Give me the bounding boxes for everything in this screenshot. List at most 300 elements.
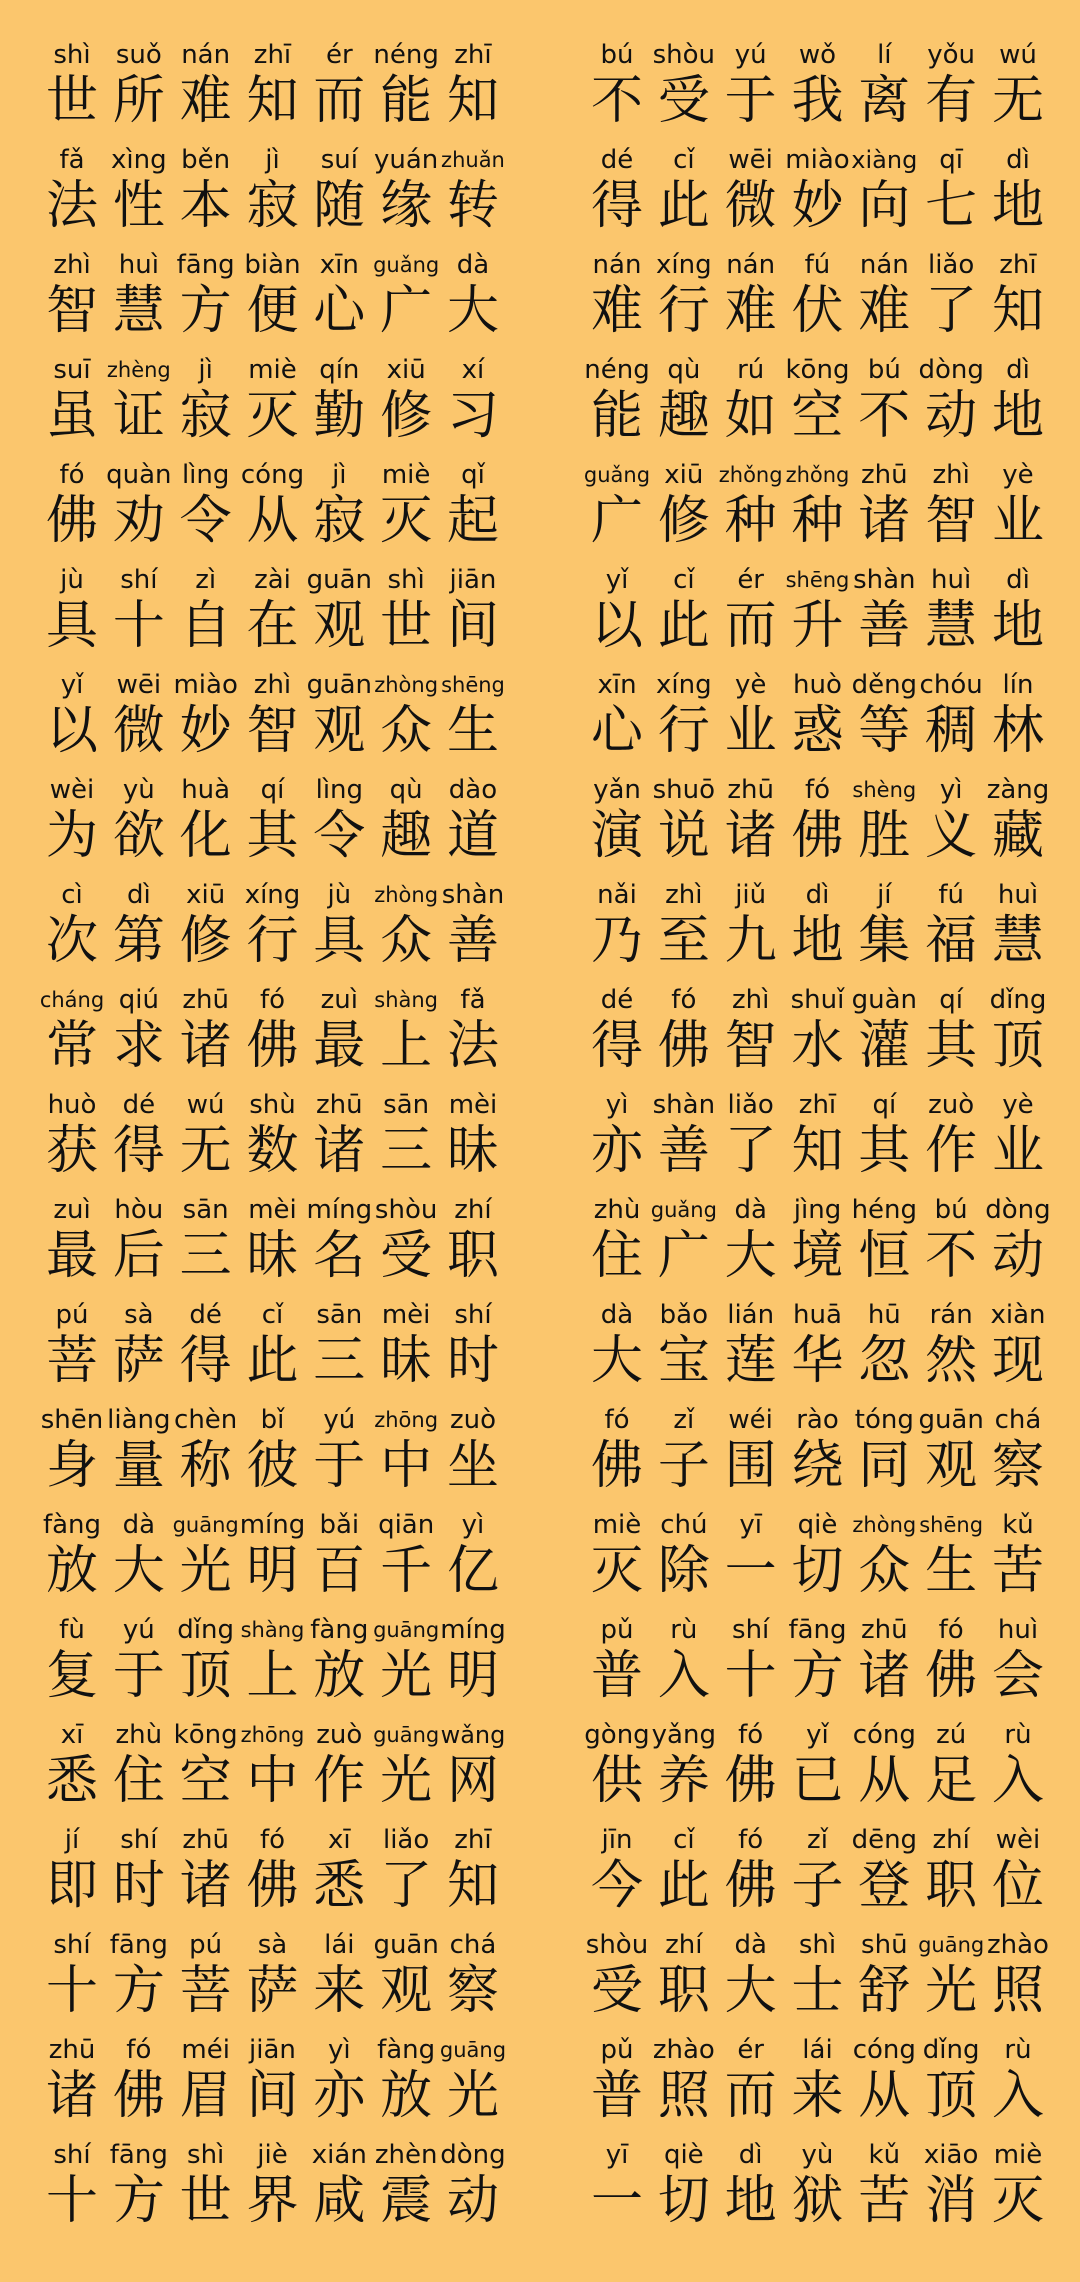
pinyin-label: yè	[1002, 460, 1034, 490]
hanzi-character: 令	[179, 491, 232, 551]
pinyin-label: xīn	[597, 670, 637, 700]
pinyin-label: chóu	[919, 670, 983, 700]
hanzi-character: 不	[590, 71, 643, 131]
hanzi-character: 方	[791, 1646, 844, 1706]
hanzi-character: 本	[179, 176, 232, 236]
pinyin-label: zhí	[454, 1195, 492, 1225]
character-cell	[107, 985, 171, 1090]
hanzi-character: 明	[246, 1541, 299, 1601]
hanzi-character: 切	[791, 1541, 844, 1601]
character-cell	[585, 250, 649, 355]
character-cell	[719, 2140, 783, 2245]
character-cell	[441, 355, 505, 460]
verse-line-left	[40, 670, 505, 775]
hanzi-character: 萨	[246, 1961, 299, 2021]
character-cell	[719, 1510, 783, 1615]
verse-line-right	[585, 1615, 1050, 1720]
pinyin-label: méi	[181, 2035, 230, 2065]
hanzi-character: 住	[590, 1226, 643, 1286]
hanzi-character: 大	[590, 1331, 643, 1391]
hanzi-character: 善	[657, 1121, 710, 1181]
pinyin-label: yè	[734, 670, 767, 700]
pinyin-label: guāng	[373, 1618, 440, 1642]
character-cell	[374, 2140, 438, 2245]
hanzi-character: 性	[112, 176, 165, 236]
pinyin-label: shù	[249, 1090, 296, 1120]
pinyin-label: chá	[449, 1930, 497, 1960]
character-cell	[585, 1195, 649, 1300]
hanzi-character: 微	[112, 701, 165, 761]
pinyin-label: huì	[118, 250, 159, 280]
hanzi-character: 而	[313, 71, 366, 131]
character-cell	[40, 2140, 104, 2245]
character-cell	[652, 40, 716, 145]
pinyin-label: lìng	[315, 775, 364, 805]
hanzi-character: 百	[313, 1541, 366, 1601]
character-cell	[919, 355, 983, 460]
verse-line-right	[585, 40, 1050, 145]
hanzi-character: 说	[657, 806, 710, 866]
verse-row	[40, 1615, 1050, 1720]
pinyin-label: fāng	[788, 1615, 847, 1645]
character-cell	[785, 775, 849, 880]
character-cell	[986, 1825, 1050, 1930]
character-cell	[852, 145, 916, 250]
hanzi-character: 福	[925, 911, 978, 971]
hanzi-character: 宝	[657, 1331, 710, 1391]
character-cell	[307, 1405, 371, 1510]
hanzi-character: 悉	[313, 1856, 366, 1916]
character-cell	[374, 250, 438, 355]
pinyin-label: kōng	[785, 355, 850, 385]
hanzi-character: 菩	[179, 1961, 232, 2021]
character-cell	[307, 145, 371, 250]
character-cell	[785, 1615, 849, 1720]
character-cell	[785, 1090, 849, 1195]
pinyin-label: pú	[189, 1930, 223, 1960]
hanzi-character: 地	[791, 911, 844, 971]
character-cell	[240, 2140, 304, 2245]
hanzi-character: 诸	[858, 1646, 911, 1706]
character-cell	[307, 2140, 371, 2245]
character-cell	[40, 1825, 104, 1930]
character-cell	[785, 670, 849, 775]
hanzi-character: 修	[179, 911, 232, 971]
character-cell	[919, 565, 983, 670]
pinyin-label: huò	[47, 1090, 97, 1120]
pinyin-label: dà	[600, 1300, 634, 1330]
hanzi-character: 察	[446, 1961, 499, 2021]
character-cell	[307, 1825, 371, 1930]
pinyin-label: zhī	[454, 1825, 492, 1855]
pinyin-label: shì	[53, 40, 91, 70]
character-cell	[719, 985, 783, 1090]
character-cell	[986, 775, 1050, 880]
pinyin-label: zhèng	[106, 358, 171, 382]
pinyin-label: yì	[461, 1510, 485, 1540]
hanzi-character: 寂	[179, 386, 232, 446]
character-cell	[107, 355, 171, 460]
character-cell	[585, 2035, 649, 2140]
character-cell	[986, 1300, 1050, 1405]
verse-row	[40, 1405, 1050, 1510]
hanzi-character: 入	[991, 2066, 1044, 2126]
pinyin-label: guǎng	[650, 1198, 717, 1222]
character-cell	[852, 460, 916, 565]
character-cell	[986, 985, 1050, 1090]
hanzi-character: 佛	[246, 1016, 299, 1076]
character-cell	[852, 2035, 916, 2140]
verse-line-left	[40, 1615, 505, 1720]
character-cell	[107, 2035, 171, 2140]
hanzi-character: 中	[246, 1751, 299, 1811]
hanzi-character: 光	[179, 1541, 232, 1601]
pinyin-label: yú	[323, 1405, 356, 1435]
pinyin-label: xiāo	[923, 2140, 979, 2170]
character-cell	[585, 1615, 649, 1720]
pinyin-label: shēng	[785, 568, 850, 592]
pinyin-label: shuǐ	[790, 985, 845, 1015]
hanzi-character: 我	[791, 71, 844, 131]
character-cell	[240, 1405, 304, 1510]
pinyin-label: wǎng	[440, 1721, 506, 1749]
verse-line-right	[585, 1720, 1050, 1825]
hanzi-character: 绕	[791, 1436, 844, 1496]
pinyin-label: miào	[173, 670, 238, 700]
character-cell	[374, 985, 438, 1090]
hanzi-character: 动	[446, 2171, 499, 2231]
verse-row	[40, 1090, 1050, 1195]
pinyin-label: xíng	[656, 670, 712, 700]
pinyin-label: yǐ	[605, 565, 629, 595]
pinyin-label: fú	[938, 880, 964, 910]
pinyin-label: miè	[381, 460, 431, 490]
hanzi-character: 千	[380, 1541, 433, 1601]
hanzi-character: 此	[246, 1331, 299, 1391]
character-cell	[240, 1720, 304, 1825]
pinyin-label: shēn	[40, 1405, 104, 1435]
character-cell	[585, 145, 649, 250]
pinyin-label: qiè	[663, 2140, 704, 2170]
hanzi-character: 数	[246, 1121, 299, 1181]
character-cell	[719, 1930, 783, 2035]
character-cell	[240, 1195, 304, 1300]
hanzi-character: 大	[446, 281, 499, 341]
character-cell	[374, 460, 438, 565]
character-cell	[919, 2035, 983, 2140]
verse-line-right	[585, 145, 1050, 250]
pinyin-label: ér	[737, 565, 764, 595]
pinyin-label: nǎi	[597, 880, 637, 910]
hanzi-character: 得	[590, 176, 643, 236]
pinyin-label: shàng	[374, 988, 439, 1012]
character-cell	[652, 985, 716, 1090]
hanzi-character: 十	[45, 1961, 98, 2021]
pinyin-label: zhí	[665, 1930, 703, 1960]
pinyin-label: chèn	[174, 1405, 238, 1435]
hanzi-character: 普	[590, 1646, 643, 1706]
pinyin-label: dòng	[918, 355, 984, 385]
pinyin-label: guǎng	[583, 463, 651, 487]
character-cell	[374, 1510, 438, 1615]
pinyin-label: hòu	[114, 1195, 164, 1225]
pinyin-label: shuō	[652, 775, 716, 805]
hanzi-character: 世	[45, 71, 98, 131]
pinyin-label: zhū	[182, 1825, 229, 1855]
pinyin-label: xiàng	[851, 146, 918, 174]
hanzi-character: 一	[590, 2171, 643, 2231]
character-cell	[240, 1615, 304, 1720]
hanzi-character: 地	[991, 596, 1044, 656]
verse-line-left	[40, 145, 505, 250]
character-cell	[919, 985, 983, 1090]
pinyin-label: zhū	[316, 1090, 363, 1120]
pinyin-label: qín	[319, 355, 360, 385]
character-cell	[652, 460, 716, 565]
hanzi-character: 如	[724, 386, 777, 446]
pinyin-label: zǐ	[673, 1405, 695, 1435]
hanzi-character: 欲	[112, 806, 165, 866]
character-cell	[374, 1720, 438, 1825]
pinyin-label: shàn	[441, 880, 505, 910]
character-cell	[585, 565, 649, 670]
pinyin-label: jì	[332, 460, 347, 490]
character-cell	[785, 1510, 849, 1615]
character-cell	[919, 1615, 983, 1720]
character-cell	[441, 1195, 505, 1300]
pinyin-label: zhū	[182, 985, 229, 1015]
character-cell	[107, 1090, 171, 1195]
hanzi-character: 九	[724, 911, 777, 971]
pinyin-label: zhǒng	[718, 463, 783, 487]
hanzi-character: 获	[45, 1121, 98, 1181]
character-cell	[374, 1930, 438, 2035]
hanzi-character: 业	[724, 701, 777, 761]
character-cell	[719, 2035, 783, 2140]
character-cell	[919, 1300, 983, 1405]
pinyin-label: xìng	[111, 145, 167, 175]
hanzi-character: 士	[791, 1961, 844, 2021]
character-cell	[986, 670, 1050, 775]
pinyin-label: zú	[936, 1720, 967, 1750]
character-cell	[785, 1825, 849, 1930]
hanzi-character: 佛	[724, 1751, 777, 1811]
hanzi-character: 光	[380, 1751, 433, 1811]
hanzi-character: 菩	[45, 1331, 98, 1391]
hanzi-character: 修	[380, 386, 433, 446]
pinyin-label: suī	[53, 355, 91, 385]
pinyin-label: wéi	[728, 1405, 773, 1435]
character-cell	[785, 1720, 849, 1825]
pinyin-label: cǐ	[673, 145, 695, 175]
character-cell	[240, 1300, 304, 1405]
pinyin-label: dǐng	[177, 1615, 235, 1645]
pinyin-label: děng	[851, 670, 918, 700]
hanzi-character: 上	[380, 1016, 433, 1076]
pinyin-label: fàng	[377, 2035, 436, 2065]
pinyin-label: xiū	[386, 355, 426, 385]
pinyin-label: tóng	[854, 1405, 914, 1435]
pinyin-label: fó	[804, 775, 831, 805]
pinyin-label: guān	[306, 670, 373, 700]
hanzi-character: 十	[45, 2171, 98, 2231]
pinyin-label: nán	[592, 250, 642, 280]
character-cell	[852, 565, 916, 670]
character-cell	[852, 40, 916, 145]
hanzi-character: 察	[991, 1436, 1044, 1496]
character-cell	[307, 1090, 371, 1195]
pinyin-label: liǎo	[727, 1090, 774, 1120]
hanzi-character: 七	[925, 176, 978, 236]
verse-line-left	[40, 1300, 505, 1405]
pinyin-label: jù	[60, 565, 84, 595]
pinyin-label: dēng	[851, 1825, 918, 1855]
verse-row	[40, 670, 1050, 775]
pinyin-label: shì	[798, 1930, 837, 1960]
pinyin-label: guān	[373, 1930, 439, 1960]
verse-row	[40, 1195, 1050, 1300]
verse-line-right	[585, 670, 1050, 775]
verse-line-left	[40, 1195, 505, 1300]
character-cell	[652, 145, 716, 250]
hanzi-character: 虽	[45, 386, 98, 446]
character-cell	[374, 355, 438, 460]
pinyin-label: rào	[796, 1405, 839, 1435]
hanzi-character: 知	[791, 1121, 844, 1181]
character-cell	[441, 2140, 505, 2245]
hanzi-character: 无	[179, 1121, 232, 1181]
pinyin-label: lái	[802, 2035, 833, 2065]
character-cell	[40, 985, 104, 1090]
character-cell	[174, 1195, 238, 1300]
character-cell	[852, 775, 916, 880]
pinyin-label: yì	[939, 775, 963, 805]
hanzi-character: 放	[313, 1646, 366, 1706]
character-cell	[40, 40, 104, 145]
verse-row	[40, 1930, 1050, 2035]
pinyin-label: zuì	[320, 985, 358, 1015]
pinyin-label: qí	[939, 985, 963, 1015]
hanzi-character: 慧	[991, 911, 1044, 971]
verse-row	[40, 2140, 1050, 2245]
hanzi-character: 慧	[112, 281, 165, 341]
hanzi-character: 不	[858, 386, 911, 446]
character-cell	[441, 880, 505, 985]
character-cell	[852, 880, 916, 985]
character-cell	[374, 1615, 438, 1720]
hanzi-character: 诸	[45, 2066, 98, 2126]
hanzi-character: 业	[991, 1121, 1044, 1181]
verse-line-left	[40, 1510, 505, 1615]
hanzi-character: 佛	[925, 1646, 978, 1706]
verse-row	[40, 250, 1050, 355]
verse-line-right	[585, 880, 1050, 985]
hanzi-character: 作	[313, 1751, 366, 1811]
pinyin-label: zhū	[861, 1615, 908, 1645]
hanzi-character: 其	[858, 1121, 911, 1181]
character-cell	[919, 1195, 983, 1300]
hanzi-character: 而	[724, 2066, 777, 2126]
hanzi-character: 于	[724, 71, 777, 131]
hanzi-character: 难	[590, 281, 643, 341]
character-cell	[307, 565, 371, 670]
pinyin-label: fó	[259, 985, 286, 1015]
hanzi-character: 昧	[446, 1121, 499, 1181]
hanzi-character: 法	[45, 176, 98, 236]
character-cell	[307, 1510, 371, 1615]
hanzi-character: 众	[858, 1541, 911, 1601]
character-cell	[986, 460, 1050, 565]
hanzi-character: 勤	[313, 386, 366, 446]
hanzi-character: 放	[380, 2066, 433, 2126]
character-cell	[652, 1825, 716, 1930]
character-cell	[852, 985, 916, 1090]
pinyin-label: dà	[734, 1195, 767, 1225]
pinyin-label: míng	[306, 1195, 373, 1225]
pinyin-label: dé	[189, 1300, 222, 1330]
hanzi-character: 得	[590, 1016, 643, 1076]
pinyin-label: zhì	[53, 250, 91, 280]
hanzi-character: 常	[45, 1016, 98, 1076]
hanzi-character: 彼	[246, 1436, 299, 1496]
character-cell	[174, 1090, 238, 1195]
character-cell	[40, 670, 104, 775]
pinyin-label: fàng	[310, 1615, 369, 1645]
character-cell	[174, 1300, 238, 1405]
pinyin-label: shòu	[374, 1195, 438, 1225]
pinyin-label: néng	[584, 355, 650, 385]
character-cell	[919, 1720, 983, 1825]
pinyin-label: yǎng	[651, 1720, 716, 1750]
pinyin-label: jí	[877, 880, 892, 910]
pinyin-label: dì	[738, 2140, 763, 2170]
pinyin-label: fó	[738, 1825, 764, 1855]
hanzi-character: 复	[45, 1646, 98, 1706]
hanzi-character: 随	[313, 176, 366, 236]
character-cell	[374, 1090, 438, 1195]
pinyin-label: bú	[867, 355, 901, 385]
character-cell	[986, 355, 1050, 460]
verse-line-right	[585, 2140, 1050, 2245]
character-cell	[585, 1720, 649, 1825]
character-cell	[441, 250, 505, 355]
pinyin-label: jīn	[601, 1825, 633, 1855]
character-cell	[240, 1510, 304, 1615]
character-cell	[719, 1825, 783, 1930]
verse-line-left	[40, 565, 505, 670]
pinyin-label: zhū	[861, 460, 908, 490]
hanzi-character: 世	[380, 596, 433, 656]
pinyin-label: yǎn	[593, 775, 641, 805]
hanzi-character: 佛	[246, 1856, 299, 1916]
character-cell	[652, 1195, 716, 1300]
verse-line-right	[585, 250, 1050, 355]
pinyin-label: kǔ	[868, 2140, 901, 2170]
character-cell	[107, 1930, 171, 2035]
character-cell	[174, 1405, 238, 1510]
character-cell	[307, 460, 371, 565]
character-cell	[174, 1510, 238, 1615]
pinyin-label: sān	[383, 1090, 430, 1120]
character-cell	[374, 670, 438, 775]
pinyin-label: guāng	[439, 2038, 507, 2062]
hanzi-character: 向	[858, 176, 911, 236]
pinyin-label: jiǔ	[735, 880, 767, 910]
pinyin-label: bǎo	[659, 1300, 708, 1330]
hanzi-character: 其	[246, 806, 299, 866]
pinyin-label: shēng	[919, 1513, 984, 1537]
hanzi-character: 了	[925, 281, 978, 341]
